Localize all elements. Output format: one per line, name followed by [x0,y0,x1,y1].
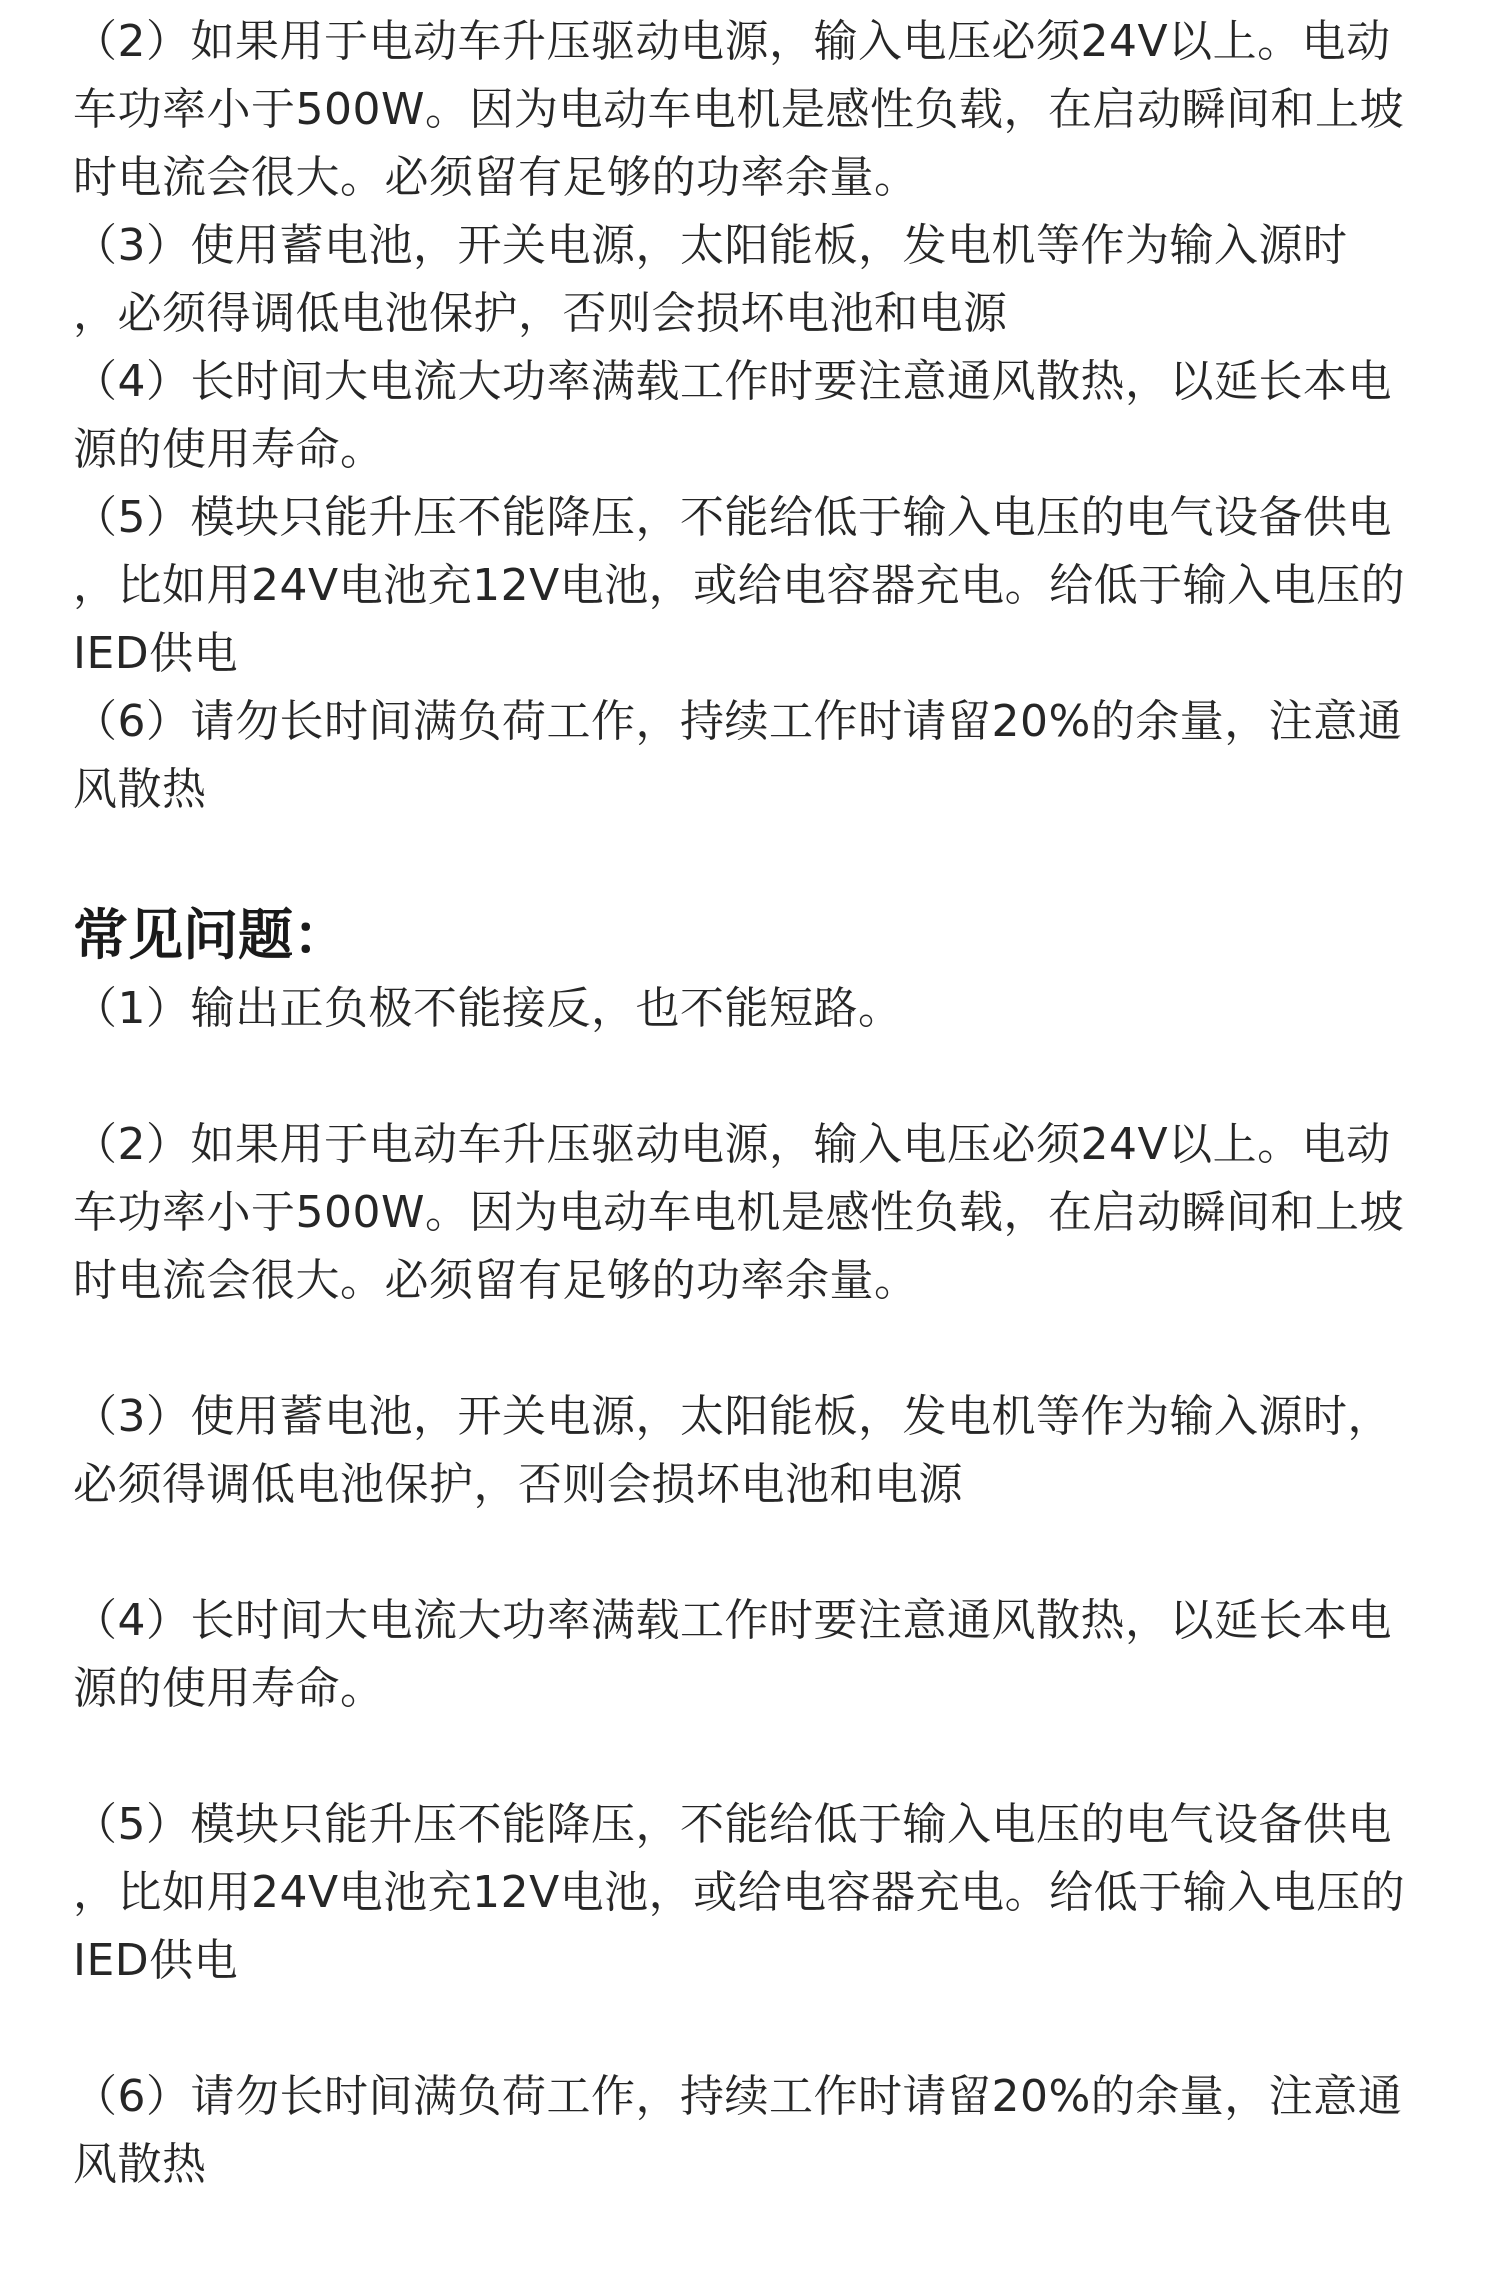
faq-heading: 常见问题： [73,903,349,967]
notes-section [73,8,1433,824]
note-item-3: （3）使用蓄电池，开关电源，太阳能板，发电机等作为输入源时 ，必须得调低电池保护，否则会损坏电池和电源 [73,220,1348,339]
faq-item-2: （2）如果用于电动车升压驱动电源，输入电压必须24V以上。电动 车功率小于500W。因为电动车电机是感性负载，在启动瞬间和上坡 时电流会很大。必须留有足够的功率余量。 [73,1119,1404,1306]
note-item-2: （2）如果用于电动车升压驱动电源，输入电压必须24V以上。电动 车功率小于500W。因为电动车电机是感性负载，在启动瞬间和上坡 时电流会很大。必须留有足够的功率余量。 [73,16,1404,203]
note-item-4: （4）长时间大电流大功率满载工作时要注意通风散热，以延长本电 源的使用寿命。 [73,356,1392,475]
faq-item-5: （5）模块只能升压不能降压，不能给低于输入电压的电气设备供电 ，比如用24V电池充12V电池，或给电容器充电。给低于输入电压的 IED供电 [73,1799,1406,1986]
note-item-5: （5）模块只能升压不能降压，不能给低于输入电压的电气设备供电 ，比如用24V电池充12V电池，或给电容器充电。给低于输入电压的 IED供电 [73,492,1406,679]
faq-item-6: （6）请勿长时间满负荷工作，持续工作时请留20%的余量，注意通 风散热 [73,2071,1403,2190]
faq-item-1: （1）输出正负极不能接反，也不能短路。 [73,983,903,1034]
faq-item-3: （3）使用蓄电池，开关电源，太阳能板，发电机等作为输入源时， 必须得调低电池保护，否则会损坏电池和电源 [73,1391,1392,1510]
note-item-6: （6）请勿长时间满负荷工作，持续工作时请留20%的余量，注意通 风散热 [73,696,1403,815]
faq-section [73,975,1433,2199]
faq-item-4: （4）长时间大电流大功率满载工作时要注意通风散热，以延长本电 源的使用寿命。 [73,1595,1392,1714]
